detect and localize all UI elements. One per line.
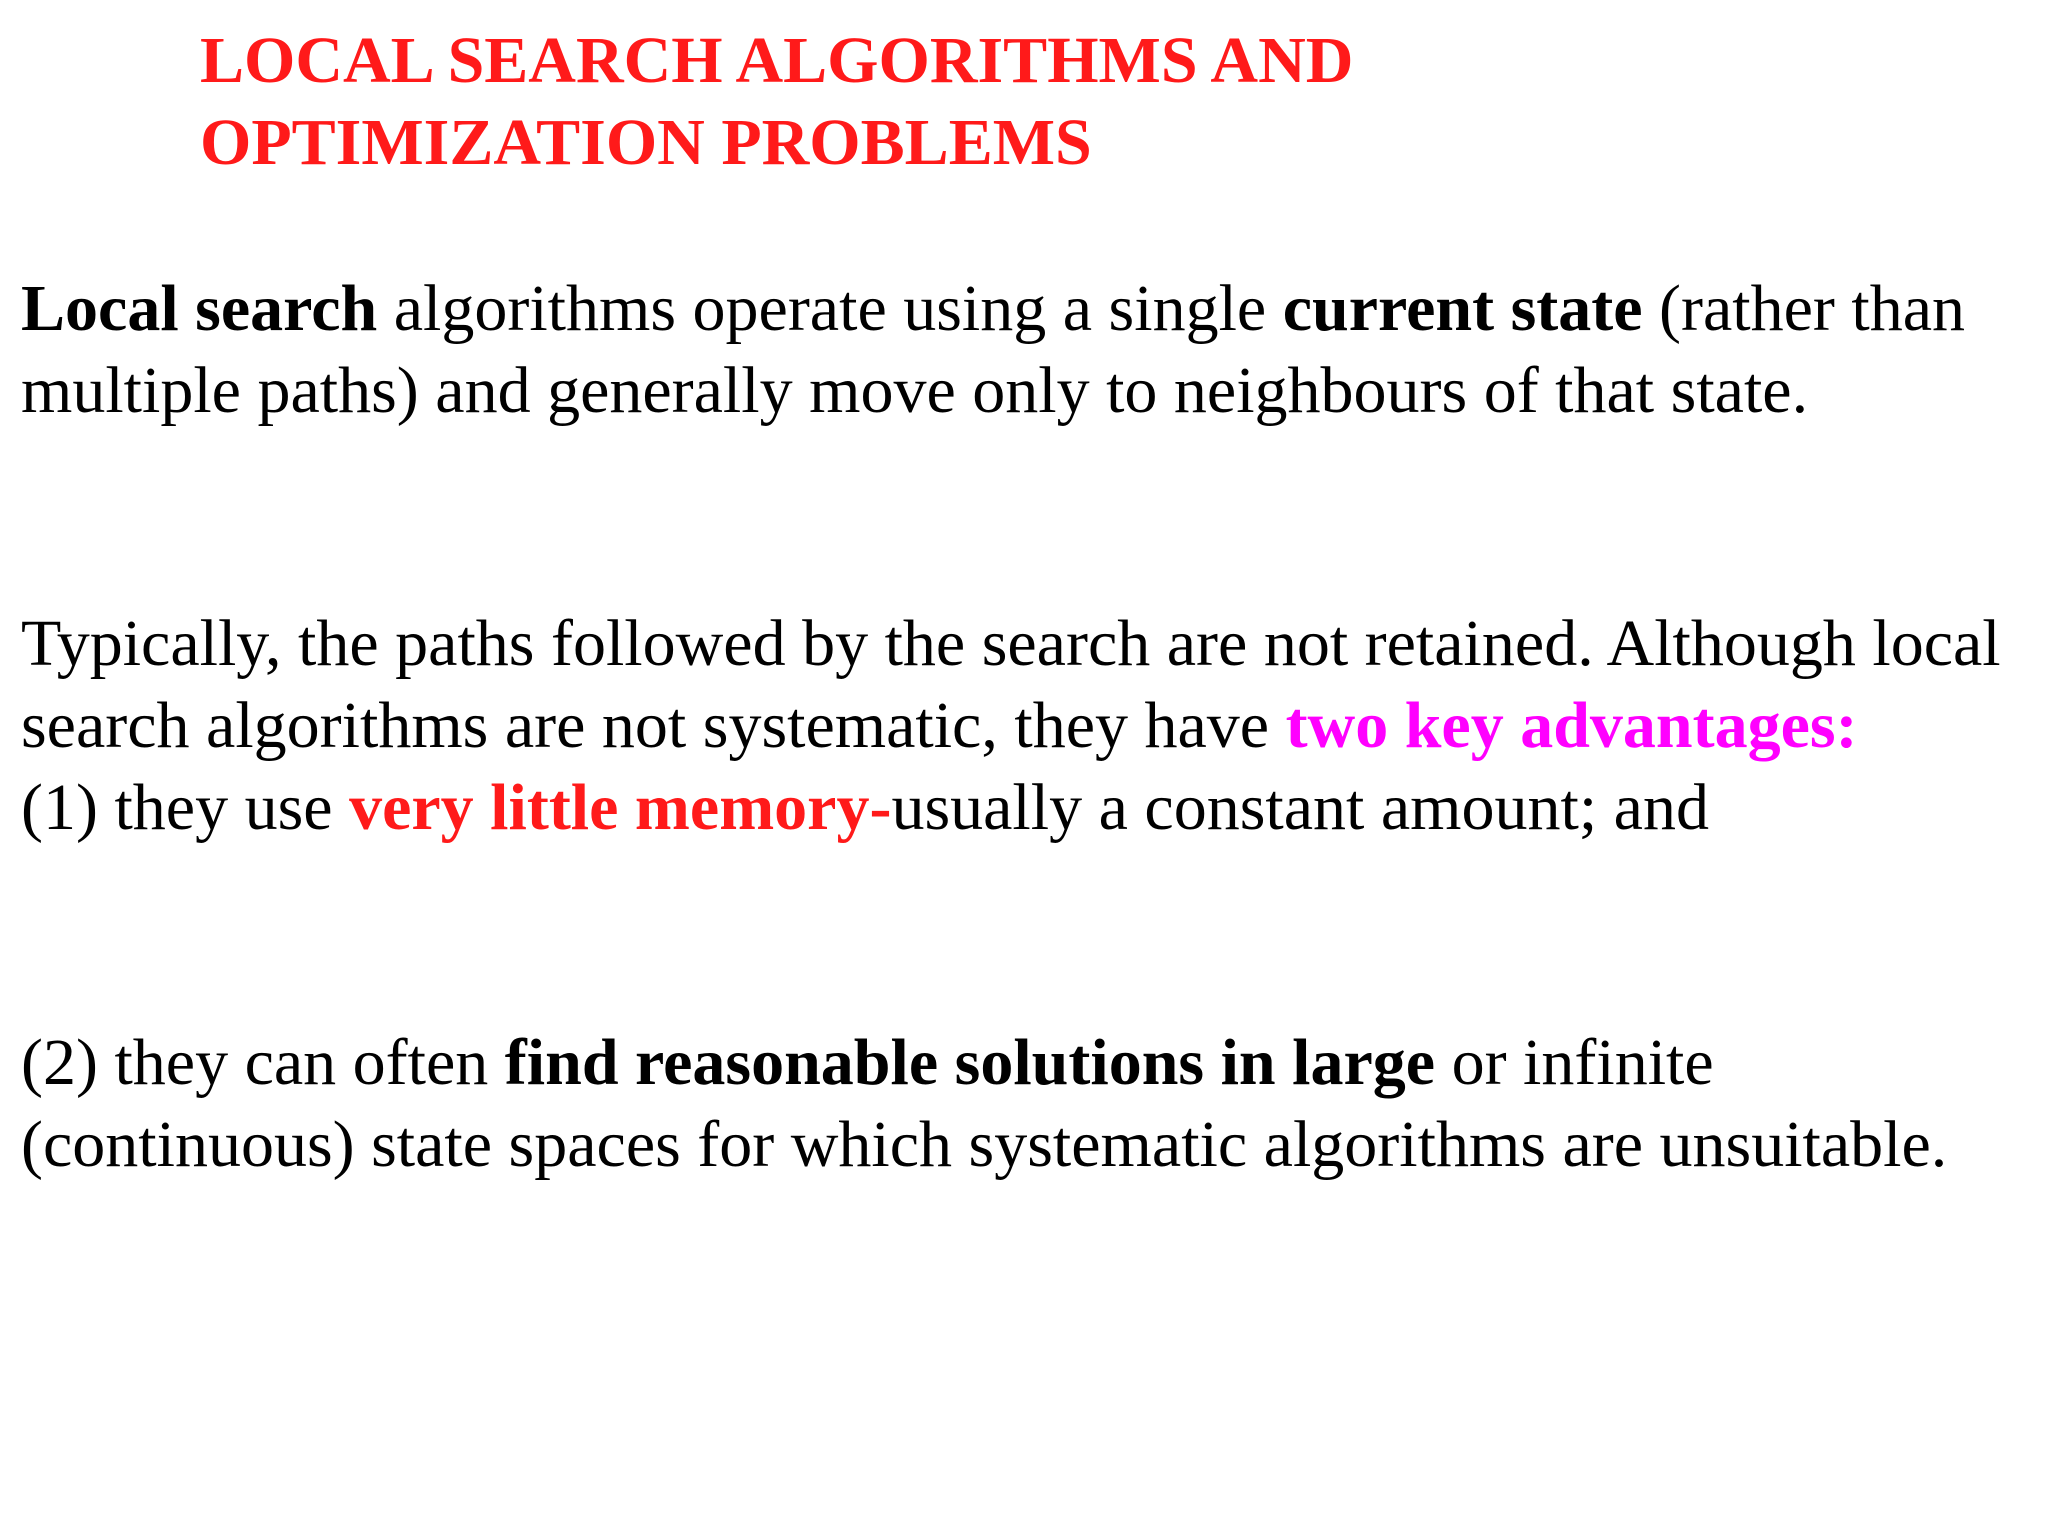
highlight-very-little-memory: very little memory- [349,771,892,844]
slide-title-line-2: OPTIMIZATION PROBLEMS [200,106,1092,179]
term-local-search: Local search [21,272,378,345]
advantage-2-prefix: (2) they can often [21,1026,505,1099]
slide-title-line-1: LOCAL SEARCH ALGORITHMS AND [200,24,1354,97]
paragraph-text: (rather than multiple paths) and generally move only to neighbours of that state. [21,272,1966,427]
slide-title [200,20,1353,184]
highlight-two-key-advantages: two key advantages: [1285,689,1858,762]
term-find-reasonable-solutions: find reasonable solutions in large [504,1026,1436,1099]
paragraph-text: Typically, the paths followed by the search are not retained. Although local search algorithms are not systematic, they have [21,607,2001,762]
advantage-2-text: or infinite (continuous) state spaces for which systematic algorithms are unsuitable. [21,1026,1948,1181]
paragraph-advantage-2 [21,1022,2031,1186]
advantage-1-text: usually a constant amount; and [891,771,1709,844]
term-current-state: current state [1282,272,1643,345]
paragraph-text: algorithms operate using a single [377,272,1283,345]
advantage-1-prefix: (1) they use [21,771,350,844]
paragraph-local-search-definition [21,268,2031,432]
paragraph-advantages [21,603,2031,849]
